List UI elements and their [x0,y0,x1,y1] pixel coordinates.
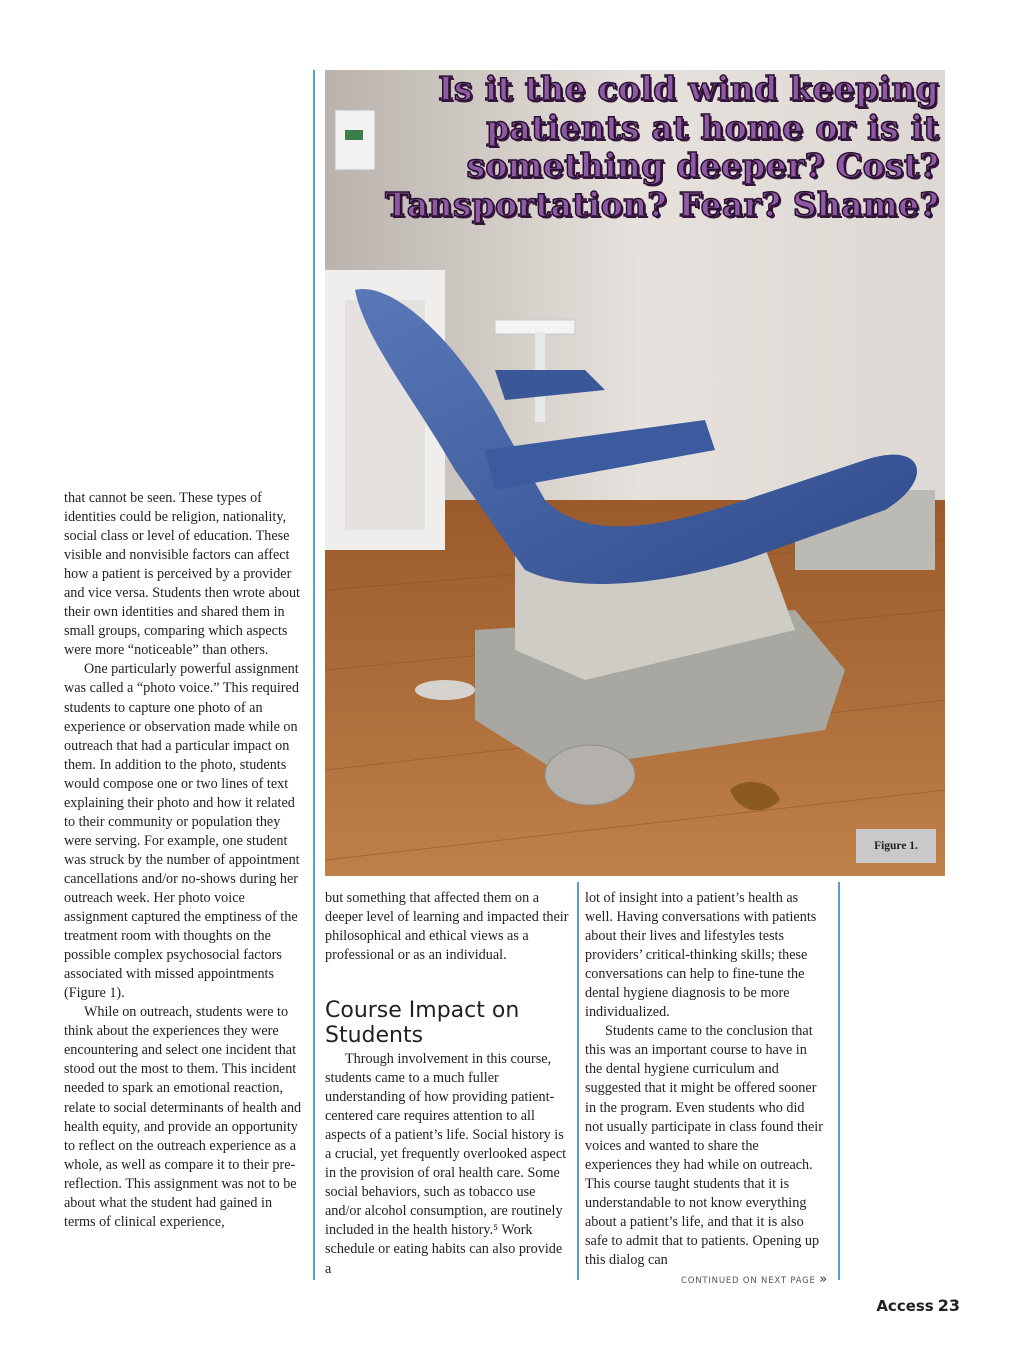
section-heading: Course Impact on Students [325,998,520,1048]
column-rule-right [838,882,840,1280]
page-footer [876,1296,960,1315]
double-chevron-right-icon: » [819,1272,829,1287]
figure-label: Figure 1. [856,829,936,863]
column-3 [585,889,825,1270]
column-rule-middle [577,882,579,1280]
column-2-top [325,889,569,965]
paragraph: Through involvement in this course, students came to a much fuller understanding of how providing patient-centered care requires attention to all aspects of a patient’s life. Social history is a crucial, yet frequently overlooked aspect in the provision of oral health care. Some social behaviors, such as tobacco use and/or alcohol consumption, are routinely included in the health history.⁵ Work schedule or eating habits can also provide a [325,1051,567,1277]
paragraph: but something that affected them on a deeper level of learning and impacted their philosophical and ethical views as a professional or as an individual. [325,890,569,964]
continued-link[interactable] [681,1272,828,1287]
paragraph: lot of insight into a patient’s health as well. Having conversations with patients about their lives and lifestyles tests providers’ critical-thinking skills; these conversations can help to fine-tune the dental hygiene diagnosis to be more individualized. [585,890,817,1021]
continued-text: CONTINUED ON NEXT PAGE [681,1276,816,1286]
paragraph: One particularly powerful assignment was called a “photo voice.” This required students to capture one photo of an experience or observation made while on outreach that had a particular impact on them. In addition to the photo, students would compose one or two lines of text explaining their photo and how it related to their community or population they were serving. For example, one student was struck by the number of appointment cancellations and/or no-shows during her outreach week. Her photo voice assignment captured the emptiness of the treatment room with thoughts on the possible complex psychosocial factors associated with missed appointments (Figure 1). [64,661,300,1002]
column-1 [64,489,304,1232]
photo-voice-caption: Is it the cold wind keeping patients at home or is it something deeper? Cost? Tansportation? Fear? Shame? [385,70,939,224]
paragraph: Students came to the conclusion that this was an important course to have in the dental hygiene curriculum and suggested that it might be offered sooner in the program. Even students who did not usually participate in class found their voices and wanted to share the experiences they had while on outreach. This course taught students that it is understandable to not know everything about a patient’s life, and that it is also safe to admit that to patients. Opening up this dialog can [585,1023,823,1268]
column-2-body [325,1050,569,1279]
publication-name: Access [876,1297,934,1315]
figure-photo [325,70,945,876]
column-rule-left [313,70,315,1280]
paragraph: that cannot be seen. These types of identities could be religion, nationality, social class or level of education. These visible and nonvisible factors can affect how a patient is perceived by a provider and vice versa. Students then wrote about their own identities and shared them in small groups, comparing which aspects were more “noticeable” than others. [64,490,300,659]
page-number: 23 [937,1296,960,1315]
paragraph: While on outreach, students were to think about the experiences they were encountering and select one incident that stood out the most to them. This incident needed to spark an emotional reaction, relate to social determinants of health and health equity, and provide an opportunity to reflect on the outreach experience as a whole, as well as compare it to their pre-reflection. This assignment was not to be about what the student had gained in terms of clinical experience, [64,1004,302,1230]
